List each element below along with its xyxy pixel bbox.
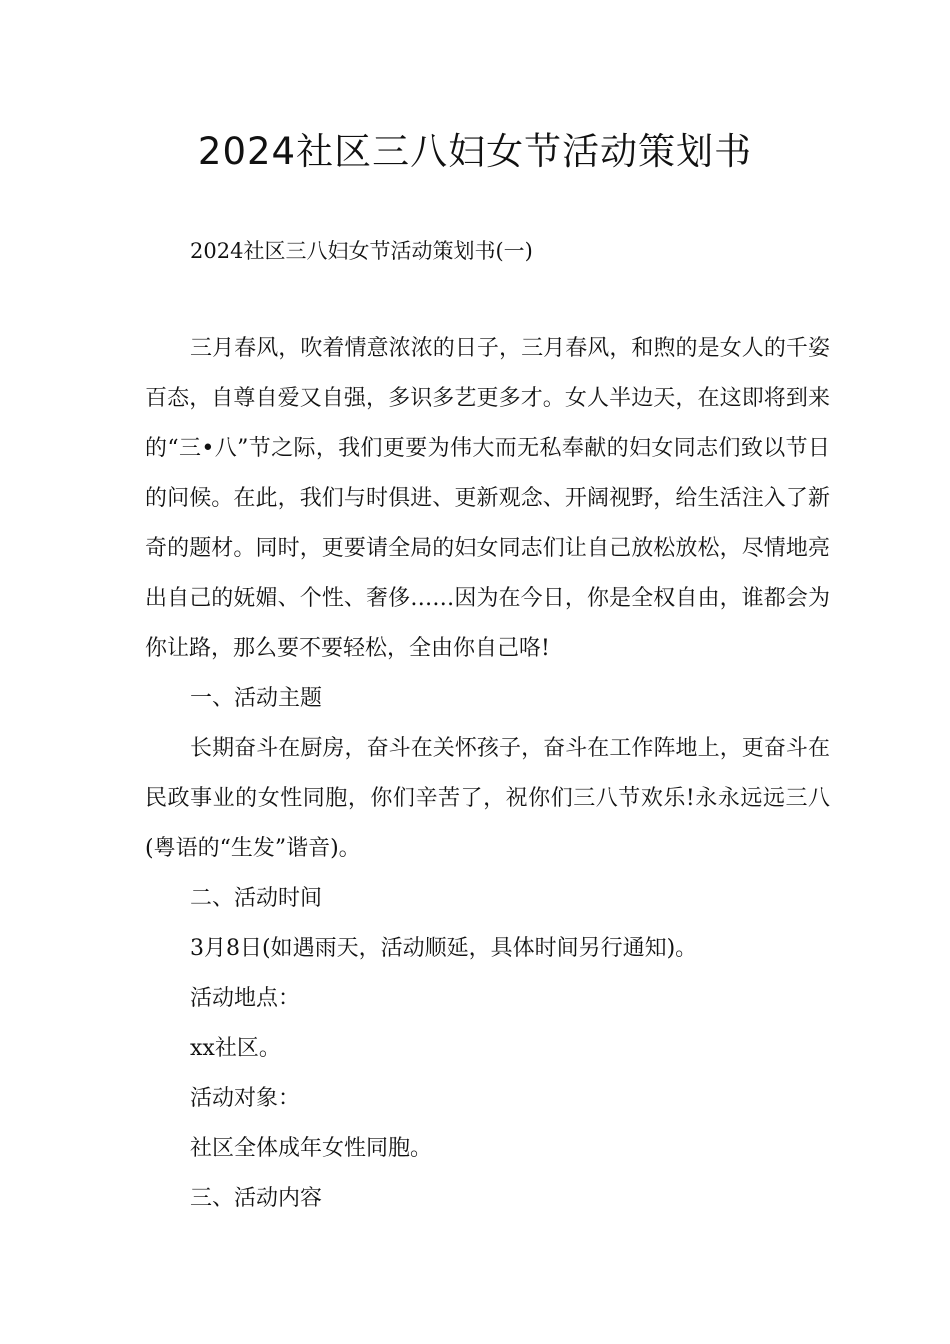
place-value: xx社区。 (190, 1036, 281, 1061)
place-label: 活动地点： (190, 986, 301, 1011)
time-value: 3月8日(如遇雨天，活动顺延，具体时间另行通知)。 (190, 936, 698, 961)
document-title: 2024社区三八妇女节活动策划书 (197, 130, 753, 173)
time-heading: 二、活动时间 (190, 886, 323, 911)
target-value: 社区全体成年女性同胞。 (190, 1136, 433, 1161)
target-label: 活动对象： (190, 1086, 301, 1111)
content-heading: 三、活动内容 (190, 1186, 323, 1211)
document-subtitle: 2024社区三八妇女节活动策划书(一) (190, 239, 533, 263)
intro-paragraph: 三月春风，吹着情意浓浓的日子，三月春风，和煦的是女人的千姿百态，自尊自爱又自强，多识多艺更多才。女人半边天，在这即将到来的“三•八”节之际，我们更要为伟大而无私奉献的妇女同志们致以节日的问候。在此，我们与时俱进、更新观念、开阔视野，给生活注入了新奇的题材。同时，更要请全局的妇女同志们让自己放松放松，尽情地亮出自己的妩媚、个性、奢侈……因为在今日，你是全权自由，谁都会为你让路，那么要不要轻松，全由你自己咯! (145, 336, 830, 661)
theme-paragraph: 长期奋斗在厨房，奋斗在关怀孩子，奋斗在工作阵地上，更奋斗在民政事业的女性同胞，你们辛苦了，祝你们三八节欢乐!永永远远三八(粤语的“生发”谐音)。 (145, 736, 830, 861)
theme-heading: 一、活动主题 (190, 686, 323, 711)
